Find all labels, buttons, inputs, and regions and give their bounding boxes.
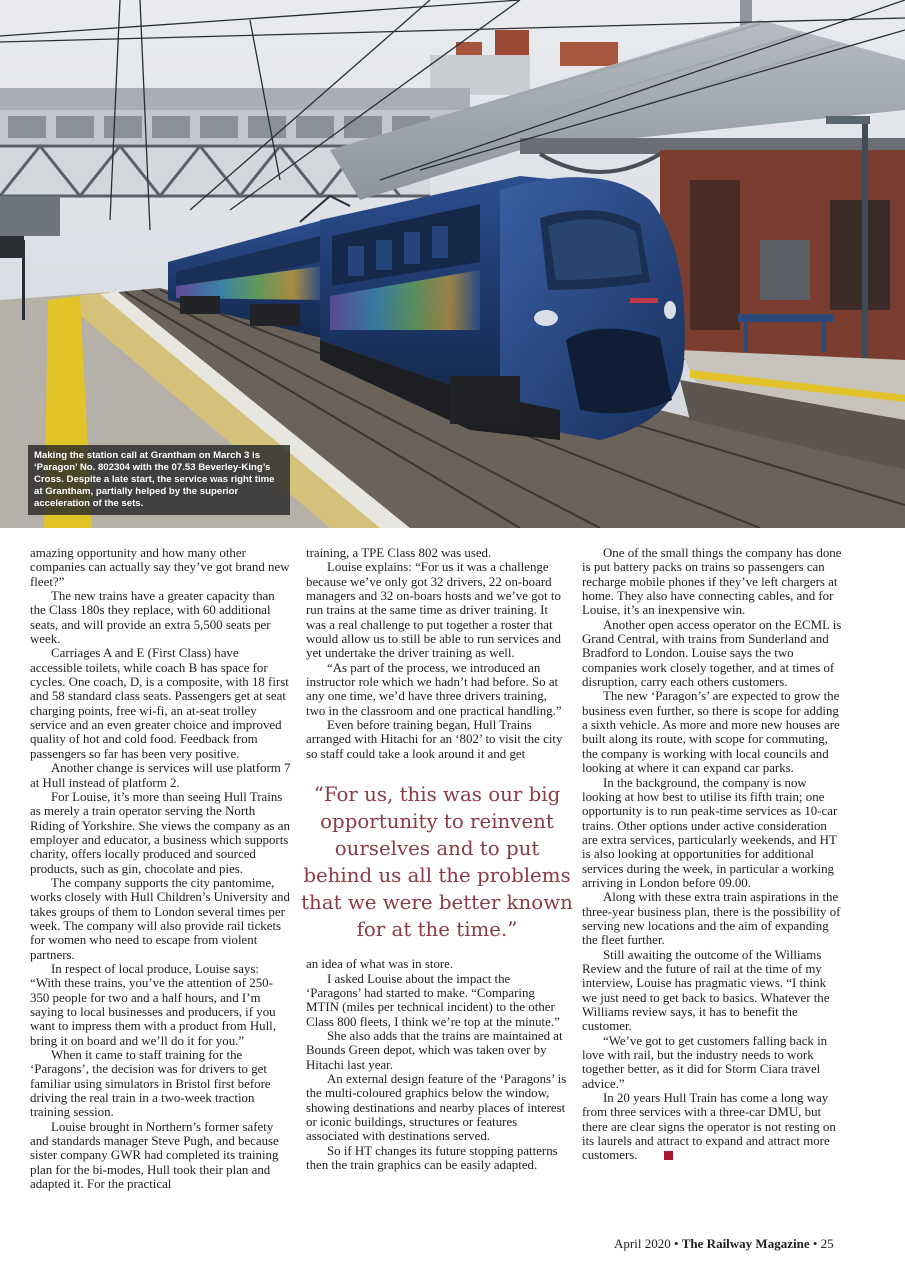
page-number: 25 — [820, 1236, 834, 1251]
paragraph-text: In 20 years Hull Train has come a long way from three services with a three-car DMU, but there are clear signs the operator is not resting on its laurels and attract to expand and attract more customers. — [582, 1091, 836, 1163]
folio-separator: • — [812, 1236, 818, 1251]
text-column-3 — [582, 546, 844, 1163]
page-folio — [614, 1236, 876, 1252]
paragraph: The new trains have a greater capacity than the Class 180s they replace, with 60 additional seats, and will provide an extra 5,500 seats per week. — [30, 589, 275, 647]
paragraph: Another open access operator on the ECML is Grand Central, with trains from Sunderland and Bradford to London. Louise says the two companies work closely together, and at times of disruption, carry each others customers. — [582, 617, 842, 690]
paragraph: The company supports the city pantomime, works closely with Hull Children’s University and takes groups of them to London several times per week. The company will also provide rail tickets for women who need to escape from violent partners. — [30, 875, 290, 962]
text-column-1 — [30, 546, 292, 1191]
paragraph: an idea of what was in store. — [306, 957, 454, 972]
paragraph: Louise brought in Northern’s former safety and standards manager Steve Pugh, and because sister company GWR had completed its training plan for the bi-modes, Hull took their plan and adapted it. For the practical — [30, 1119, 279, 1192]
paragraph: amazing opportunity and how many other companies can actually say they’ve got brand new fleet?” — [30, 546, 290, 589]
paragraph: In respect of local produce, Louise says: “With these trains, you’ve the attention of 250-350 people for two and a half hours, and I’m saying to local businesses and producers, if you want to impress them with a product from Hull, bring it on board and we’ll do it for you.” — [30, 961, 276, 1048]
paragraph: Carriages A and E (First Class) have accessible toilets, while coach B has space for cycles. One coach, D, is a composite, with 18 first and 58 standard class seats. Passengers get at seat charging points, free wi-fi, an at-seat trolley service and an even greater choice and improved quality of hot and cold food. Feedback from passengers so far has been very positive. — [30, 646, 289, 761]
paragraph: Along with these extra train aspirations in the three-year business plan, there is the possibility of serving new locations and the aim of expanding the fleet further. — [582, 890, 841, 948]
paragraph: “As part of the process, we introduced an instructor role which we hadn’t had before. So at any one time, we’d have three drivers training, two in the classroom and one practical handling.” — [306, 660, 562, 718]
paragraph: In the background, the company is now looking at how best to utilise its fifth train; one opportunity is to run peak-time services as 10-car trains. Other options under active consideration are extra services, particularly weekends, and HT is also looking at opportunities for additional services during the week, in particular a working arriving in London before 09.00. — [582, 775, 838, 890]
paragraph: So if HT changes its future stopping patterns then the train graphics can be easily adapted. — [306, 1143, 558, 1172]
end-of-article-mark — [664, 1151, 673, 1160]
paragraph: When it came to staff training for the ‘Paragons’, the decision was for drivers to get familiar using simulators in Bristol first before driving the real train in a two-week traction training session. — [30, 1048, 271, 1120]
issue-date: April 2020 — [614, 1236, 671, 1251]
paragraph: Another change is services will use platform 7 at Hull instead of platform 2. — [30, 761, 291, 790]
paragraph: An external design feature of the ‘Paragons’ is the multi-coloured graphics below the window, showing destinations and nearby places of interest or iconic buildings, structures or features associated with destinations served. — [306, 1071, 567, 1144]
last-paragraph — [582, 1091, 844, 1163]
paragraph: Louise explains: “For us it was a challenge because we’ve only got 32 drivers, 22 on-board managers and 32 on-boars hosts and we’ve got to run trains at the same time as driver training. It was a real challenge to put together a roster that would allow us to still be able to run services and yet undertake the driver training as well. — [306, 560, 561, 661]
paragraph: The new ‘Paragon’s’ are expected to grow the business even further, so there is scope for adding a sixth vehicle. As more and more new houses are built along its route, with scope for commuting, the company is working with local councils and looking at where it can expand car parks. — [582, 689, 840, 776]
paragraph: training, a TPE Class 802 was used. — [306, 546, 492, 560]
paragraph: For Louise, it’s more than seeing Hull Trains as merely a train operator serving the North Riding of Yorkshire. She views the company as an employer and educator, a business which supports charity, offers locally produced and sourced products, such as gin, chocolate and pies. — [30, 789, 290, 876]
text-column-2 — [301, 546, 573, 1172]
photo-caption: Making the station call at Grantham on March 3 is ‘Paragon’ No. 802304 with the 07.53 Beverley-King’s Cross. Despite a late start, the service was right time at Grantham, partially helped by the superior acceleration of the sets. — [28, 445, 290, 515]
paragraph: She also adds that the trains are maintained at Bounds Green depot, which was taken over by Hitachi last year. — [306, 1028, 563, 1072]
folio-separator: • — [673, 1236, 679, 1251]
train-photo — [0, 0, 905, 528]
paragraph: Even before training began, Hull Trains arranged with Hitachi for an ‘802’ to visit the city so staff could take a look around it and get — [306, 718, 563, 761]
paragraph: One of the small things the company has done is put battery packs on trains so passengers can recharge mobile phones if they’ve left chargers at home. They also have connecting cables, and for Louise, it’s an inexpensive win. — [582, 546, 842, 618]
pull-quote: “For us, this was our big opportunity to reinvent ourselves and to put behind us all the problems that we were better known for at the time.” — [301, 783, 573, 942]
paragraph: I asked Louise about the impact the ‘Paragons’ had started to make. “Comparing MTIN (miles per technical incident) to the other Class 800 fleets, I think we’re top at the minute.” — [306, 971, 560, 1029]
paragraph: “We’ve got to get customers falling back in love with rail, but the industry needs to work together better, as it did for Storm Ciara travel advice.” — [582, 1033, 828, 1091]
paragraph: Still awaiting the outcome of the Williams Review and the future of rail at the time of my interview, Louise has pragmatic views. “I think we just need to get back to basics. Whatever the Williams review says, it has to benefit the customer. — [582, 947, 830, 1034]
magazine-title: The Railway Magazine — [681, 1236, 810, 1251]
